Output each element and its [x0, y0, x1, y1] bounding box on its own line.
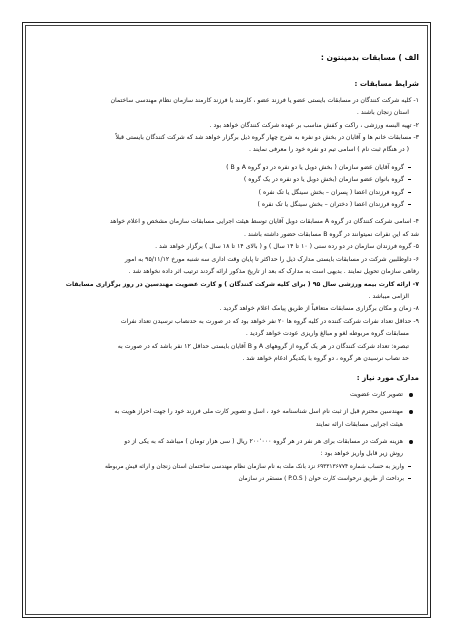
document-content — [38, 52, 419, 486]
condition-4-cont: شد که این نفرات نمیتوانند در گروه B مسابقات حضور داشته باشند . — [243, 230, 419, 238]
doc-item: هزینه شرکت در مسابقات برای هر نفر در هر گروه ۲۰۰٬۰۰۰ ریال ( سی هزار تومان ) میباشد که به یکی از دو — [38, 436, 413, 448]
condition-8: ۸- زمان و مکان برگزاری مسابقات متعاقباً از طریق پیامک اعلام خواهد گردید . — [219, 305, 419, 313]
conditions-heading: شرایط مسابقات : — [354, 79, 419, 89]
condition-9: ۹- حداقل تعداد نفرات شرکت کننده در کلیه گروه ها ۲۰ نفر خواهد بود که در صورت به حدنصاب نرسیدن تعداد نفرات — [120, 317, 419, 325]
payment-item: برداخت از طریق درخواست کارت خوان ( P.O.S ) مستقر در سازمان — [38, 473, 411, 485]
group-item: گروه فرزندان اعضا ( پسران – بخش سینگل یا تک نفره ) — [38, 187, 411, 199]
group-item: گروه آقایان عضو سازمان ( بخش دوبل یا دو نفره در دو گروه A و B ) — [38, 162, 411, 174]
condition-7-cont: الزامی میباشد . — [368, 292, 409, 300]
doc-item: تصویر کارت عضویت — [38, 389, 413, 401]
section-title: الف ) مسابقات بدمینتون : — [320, 53, 419, 62]
condition-7: ۷- ارائه کارت بیمه ورزشی سال ۹۵ ( برای کلیه شرکت کنندگان ) و کارت عضویت مهندسین در روز برگزاری مسابقات — [65, 280, 419, 288]
condition-6: ۶- داوطلبین شرکت در مسابقات بایستی مدارک ذیل را حداکثر تا پایان وقت اداری سه شنبه مورخ ۹۵/۱۱/۱۲ به امور — [124, 255, 419, 263]
condition-4: ۴- اسامی شرکت کنندگان در گروه A مسابقات دوبل آقایان توسط هیئت اجرایی مسابقات سازمان مشخص و اعلام خواهد — [109, 218, 419, 226]
condition-6-cont: رفاهی سازمان تحویل نمایند . بدیهی است به مدارک که بعد از تاریخ مذکور ارائه گردند ترتیب اثر داده نخواهد شد . — [128, 268, 419, 276]
condition-3: ۳- مسابقات خانم ها و آقایان در بخش دو نفره به شرح چهار گروه ذیل برگزار خواهد شد که شرکت کنندگان بایستی قبلاً — [115, 134, 419, 142]
payment-list — [38, 461, 419, 486]
groups-list — [38, 162, 419, 212]
condition-1-cont: استان زنجان باشند . — [356, 109, 409, 117]
note: تبصره: تعداد شرکت کنندگان در هر یک گروه از گروههای A و B آقایان بایستی حداقل ۱۲ نفر باشد که در صورت به — [117, 342, 409, 350]
doc-item: مهندسین محترم قبل از ثبت نام اسل شناسنامه خود ، اسل و تصویر کارت ملی فرزند خود را جهت احراز هویت به — [38, 406, 413, 418]
docs-heading: مدارک مورد نیاز : — [356, 373, 419, 383]
group-item: گروه بانوان عضو سازمان (بخش دوبل یا دو نفره در یک گروه ) — [38, 174, 411, 186]
payment-item: واریز به حساب شماره ۶۹۳۳۱۳۶۷۷۴ نزد بانک ملت به نام سازمان نظام مهندسی ساختمان استان زنجان و ارائه فیش مربوطه — [38, 461, 411, 473]
doc-item-cont: روش زیر قابل واریز خواهد بود : — [320, 450, 403, 458]
note-cont: حد نصاب نرسیدن هر گروه ، دو گروه با یکدیگر ادغام خواهد شد . — [242, 354, 409, 362]
group-item: گروه فرزندان اعضا ( دختران – بخش سینگل یا تک نفره ) — [38, 199, 411, 211]
docs-list — [38, 389, 419, 461]
condition-1: ۱- کلیه شرکت کنندگان در مسابقات بایستی عضو یا فرزند عضو ، کارمند یا فرزند کارمند سازمان نظام مهندسی ساختمان — [110, 96, 419, 104]
condition-2: ۲- تهیه البسه ورزشی ، راکت و کفش مناسب بر عهده شرکت کنندگان خواهد بود . — [209, 121, 419, 129]
condition-9-cont: مسابقات گروه مربوطه لغو و مبالغ واریزی عودت خواهد گردید . — [245, 330, 409, 338]
condition-5: ۵- گروه فرزندان سازمان در دو رده سنی ( ۱۰ تا ۱۴ سال ) و ( بالای ۱۴ تا ۱۸ سال ) برگزار خواهد شد . — [155, 243, 419, 251]
doc-item-cont: هیئت اجرایی مسابقات ارائه نمایند — [315, 420, 403, 428]
condition-3-cont: ( در هنگام ثبت نام ) اسامی تیم دو نفره خود را معرفی نمایند . — [249, 146, 409, 154]
